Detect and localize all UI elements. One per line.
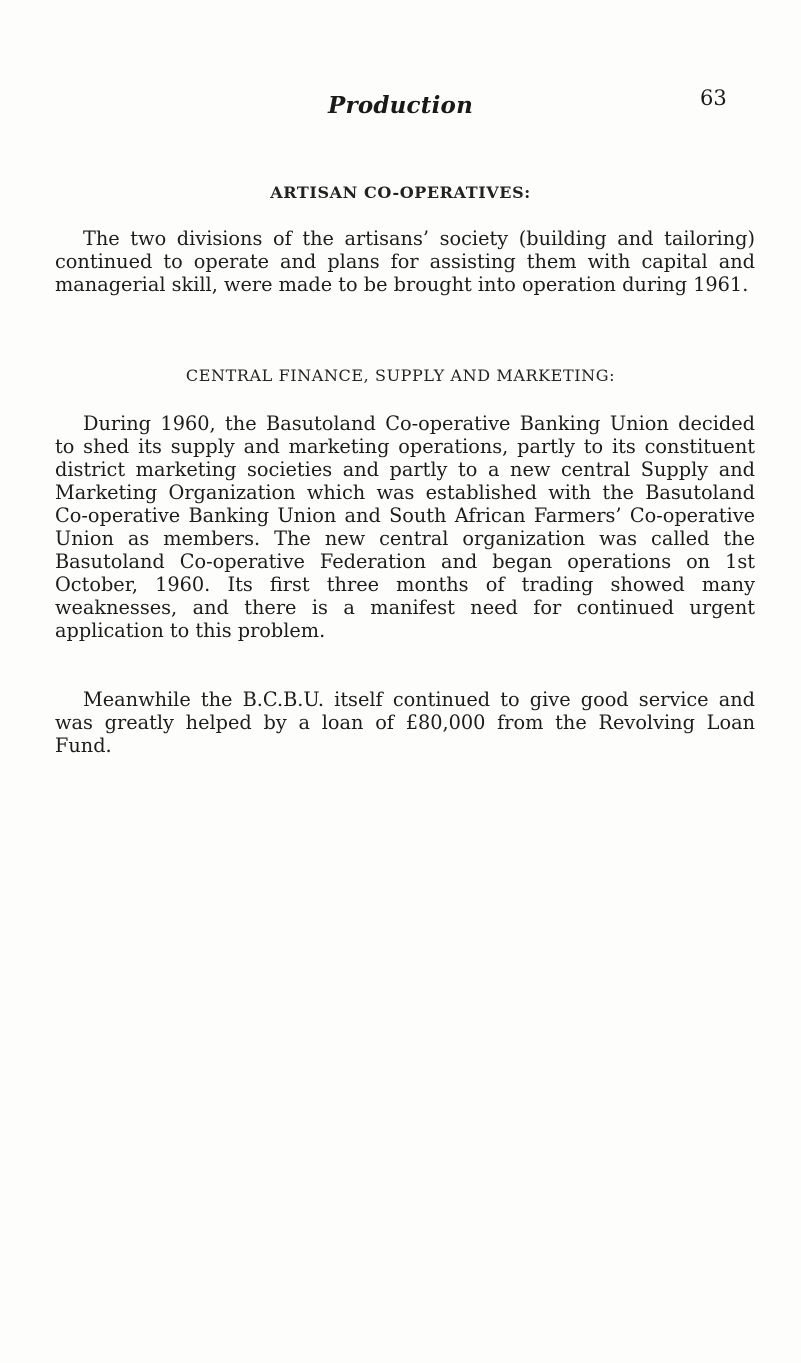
section-heading-artisan: ARTISAN CO-OPERATIVES: [270,183,531,202]
paragraph-bcbu-loan: Meanwhile the B.C.B.U. itself continued to give good service and was greatly helped by a loan of £80,000 from the Revolving Loan Fund. [55,688,755,757]
paragraph-central-finance: During 1960, the Basutoland Co-operative Banking Union decided to shed its supply and marketing operations, partly to its constituent district marketing societies and partly to a new central Supply and Marketing Organization which was established with the Basutoland Co-operative Banking Union and South African Farmers’ Co-operative Union as members. The new central organization was called the Basutoland Co-operative Federation and began operations on 1st October, 1960. Its first three months of trading showed many weaknesses, and there is a manifest need for continued urgent application to this problem. [55,412,755,642]
paragraph-artisan: The two divisions of the artisans’ society (building and tailoring) continued to operate and plans for assisting them with capital and managerial skill, were made to be brought into operation during 1961. [55,227,755,296]
page-title: Production [328,92,473,119]
page-number: 63 [700,86,727,110]
running-header [0,86,801,126]
section-heading-central-finance: CENTRAL FINANCE, SUPPLY AND MARKETING: [185,366,616,385]
